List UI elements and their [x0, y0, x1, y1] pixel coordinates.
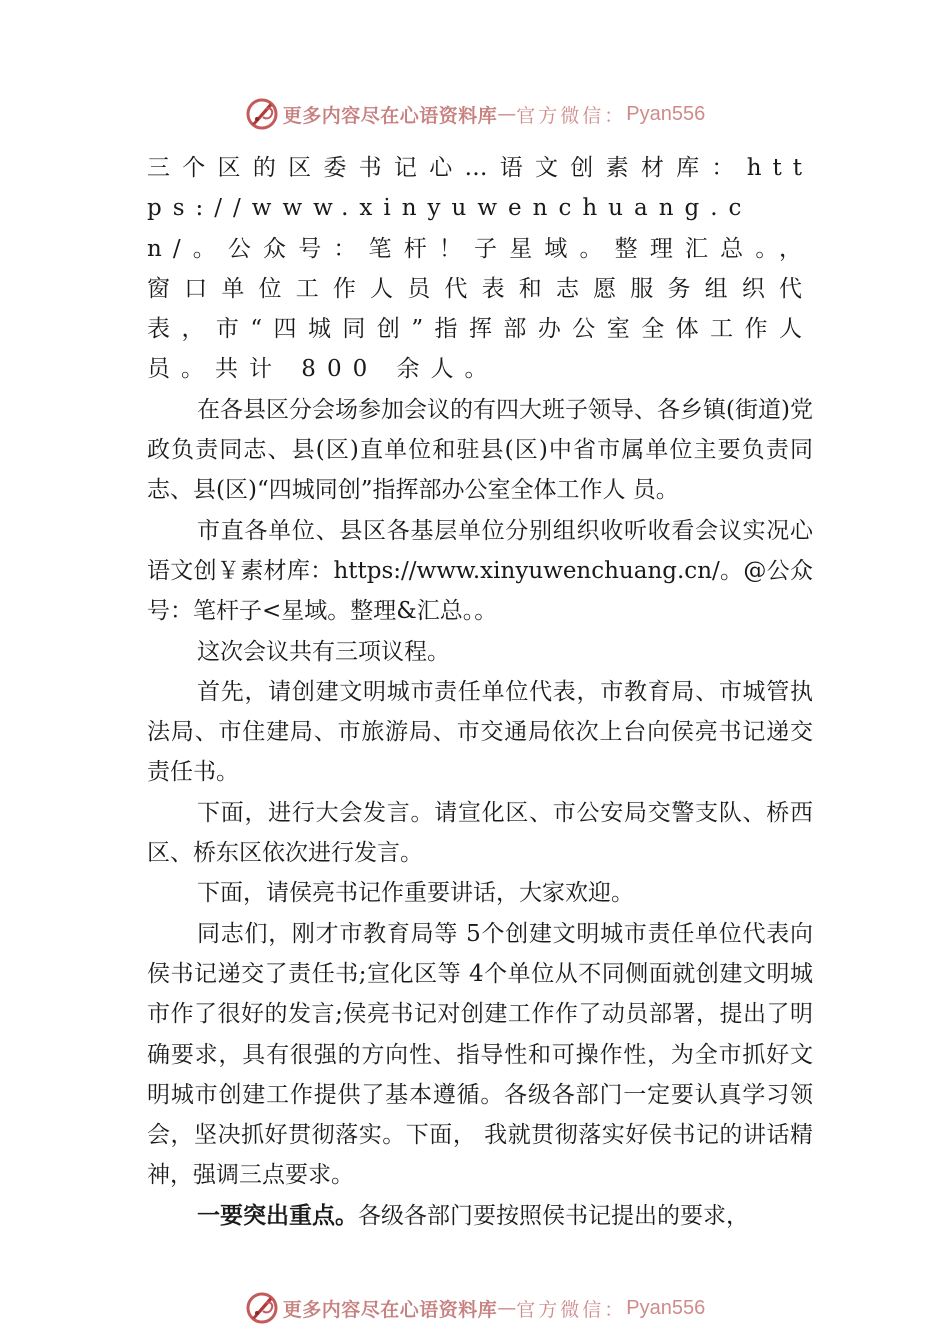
paragraph-agenda-first: 首先，请创建文明城市责任单位代表，市教育局、市城管执法局、市住建局、市旅游局、市交通局依次上台向侯亮书记递交责任书。	[147, 678, 813, 786]
quill-seal-icon	[245, 1291, 279, 1325]
quill-seal-icon	[245, 97, 279, 131]
header-watermark	[0, 94, 950, 134]
watermark-wechat-id: Pyan556	[626, 102, 706, 125]
watermark-wechat-label: 官方微信：	[516, 104, 627, 127]
watermark-brand: 更多内容尽在心语资料库	[282, 1298, 498, 1321]
document-body	[147, 148, 813, 1236]
watermark-wechat-id: Pyan556	[626, 1296, 706, 1319]
paragraph-agenda-speeches: 下面，进行大会发言。请宣化区、市公安局交警支队、桥西区、桥东区依次进行发言。	[147, 799, 813, 867]
paragraph-broadcast: 市直各单位、县区各基层单位分别组织收听收看会议实况心语文创￥素材库：https://www.xinyuwenchuang.cn/。@公众号：笔杆子<星域。整理&汇总。。	[147, 517, 813, 625]
paragraph-agenda-address: 下面，请侯亮书记作重要讲话，大家欢迎。	[197, 880, 634, 907]
paragraph-summary: 同志们，刚才市教育局等 5个创建文明城市责任单位代表向侯书记递交了责任书;宣化区等 4个单位从不同侧面就创建文明城市作了很好的发言;侯亮书记对创建工作作了动员部署，提出了明确要求，具有很强的方向性、指导性和可操作性，为全市抓好文明城市创建工作提供了基本遵循。各级各部门一定要认真学习领会，坚决抓好贯彻落实。下面， 我就贯彻落实好侯书记的讲话精神，强调三点要求。	[147, 920, 813, 1189]
footer-watermark	[0, 1288, 950, 1328]
requirement-heading: 一要突出重点。	[197, 1202, 358, 1229]
paragraph-attendees-city: 三个区的区委书记心…语文创素材库：https://www.xinyuwenchuang.cn/。公众号：笔杆！子星域。整理汇总。，窗口单位工作人员代表和志愿服务组织代表，市“四城同创”指挥部办公室全体工作人员。共计 800 余人。	[147, 155, 813, 383]
paragraph-attendees-county: 在各县区分会场参加会议的有四大班子领导、各乡镇(街道)党政负责同志、县(区)直单位和驻县(区)中省市属单位主要负责同志、县(区)“四城同创”指挥部办公室全体工作人 员。	[147, 396, 813, 504]
watermark-wechat-label: 官方微信：	[516, 1298, 627, 1321]
watermark-separator: —	[497, 103, 517, 125]
watermark-brand: 更多内容尽在心语资料库	[282, 104, 498, 127]
watermark-separator: —	[497, 1297, 517, 1319]
paragraph-requirement-one	[147, 1196, 813, 1236]
requirement-text: 各级各部门要按照侯书记提出的要求，	[358, 1202, 749, 1229]
paragraph-agenda: 这次会议共有三项议程。	[197, 638, 450, 665]
